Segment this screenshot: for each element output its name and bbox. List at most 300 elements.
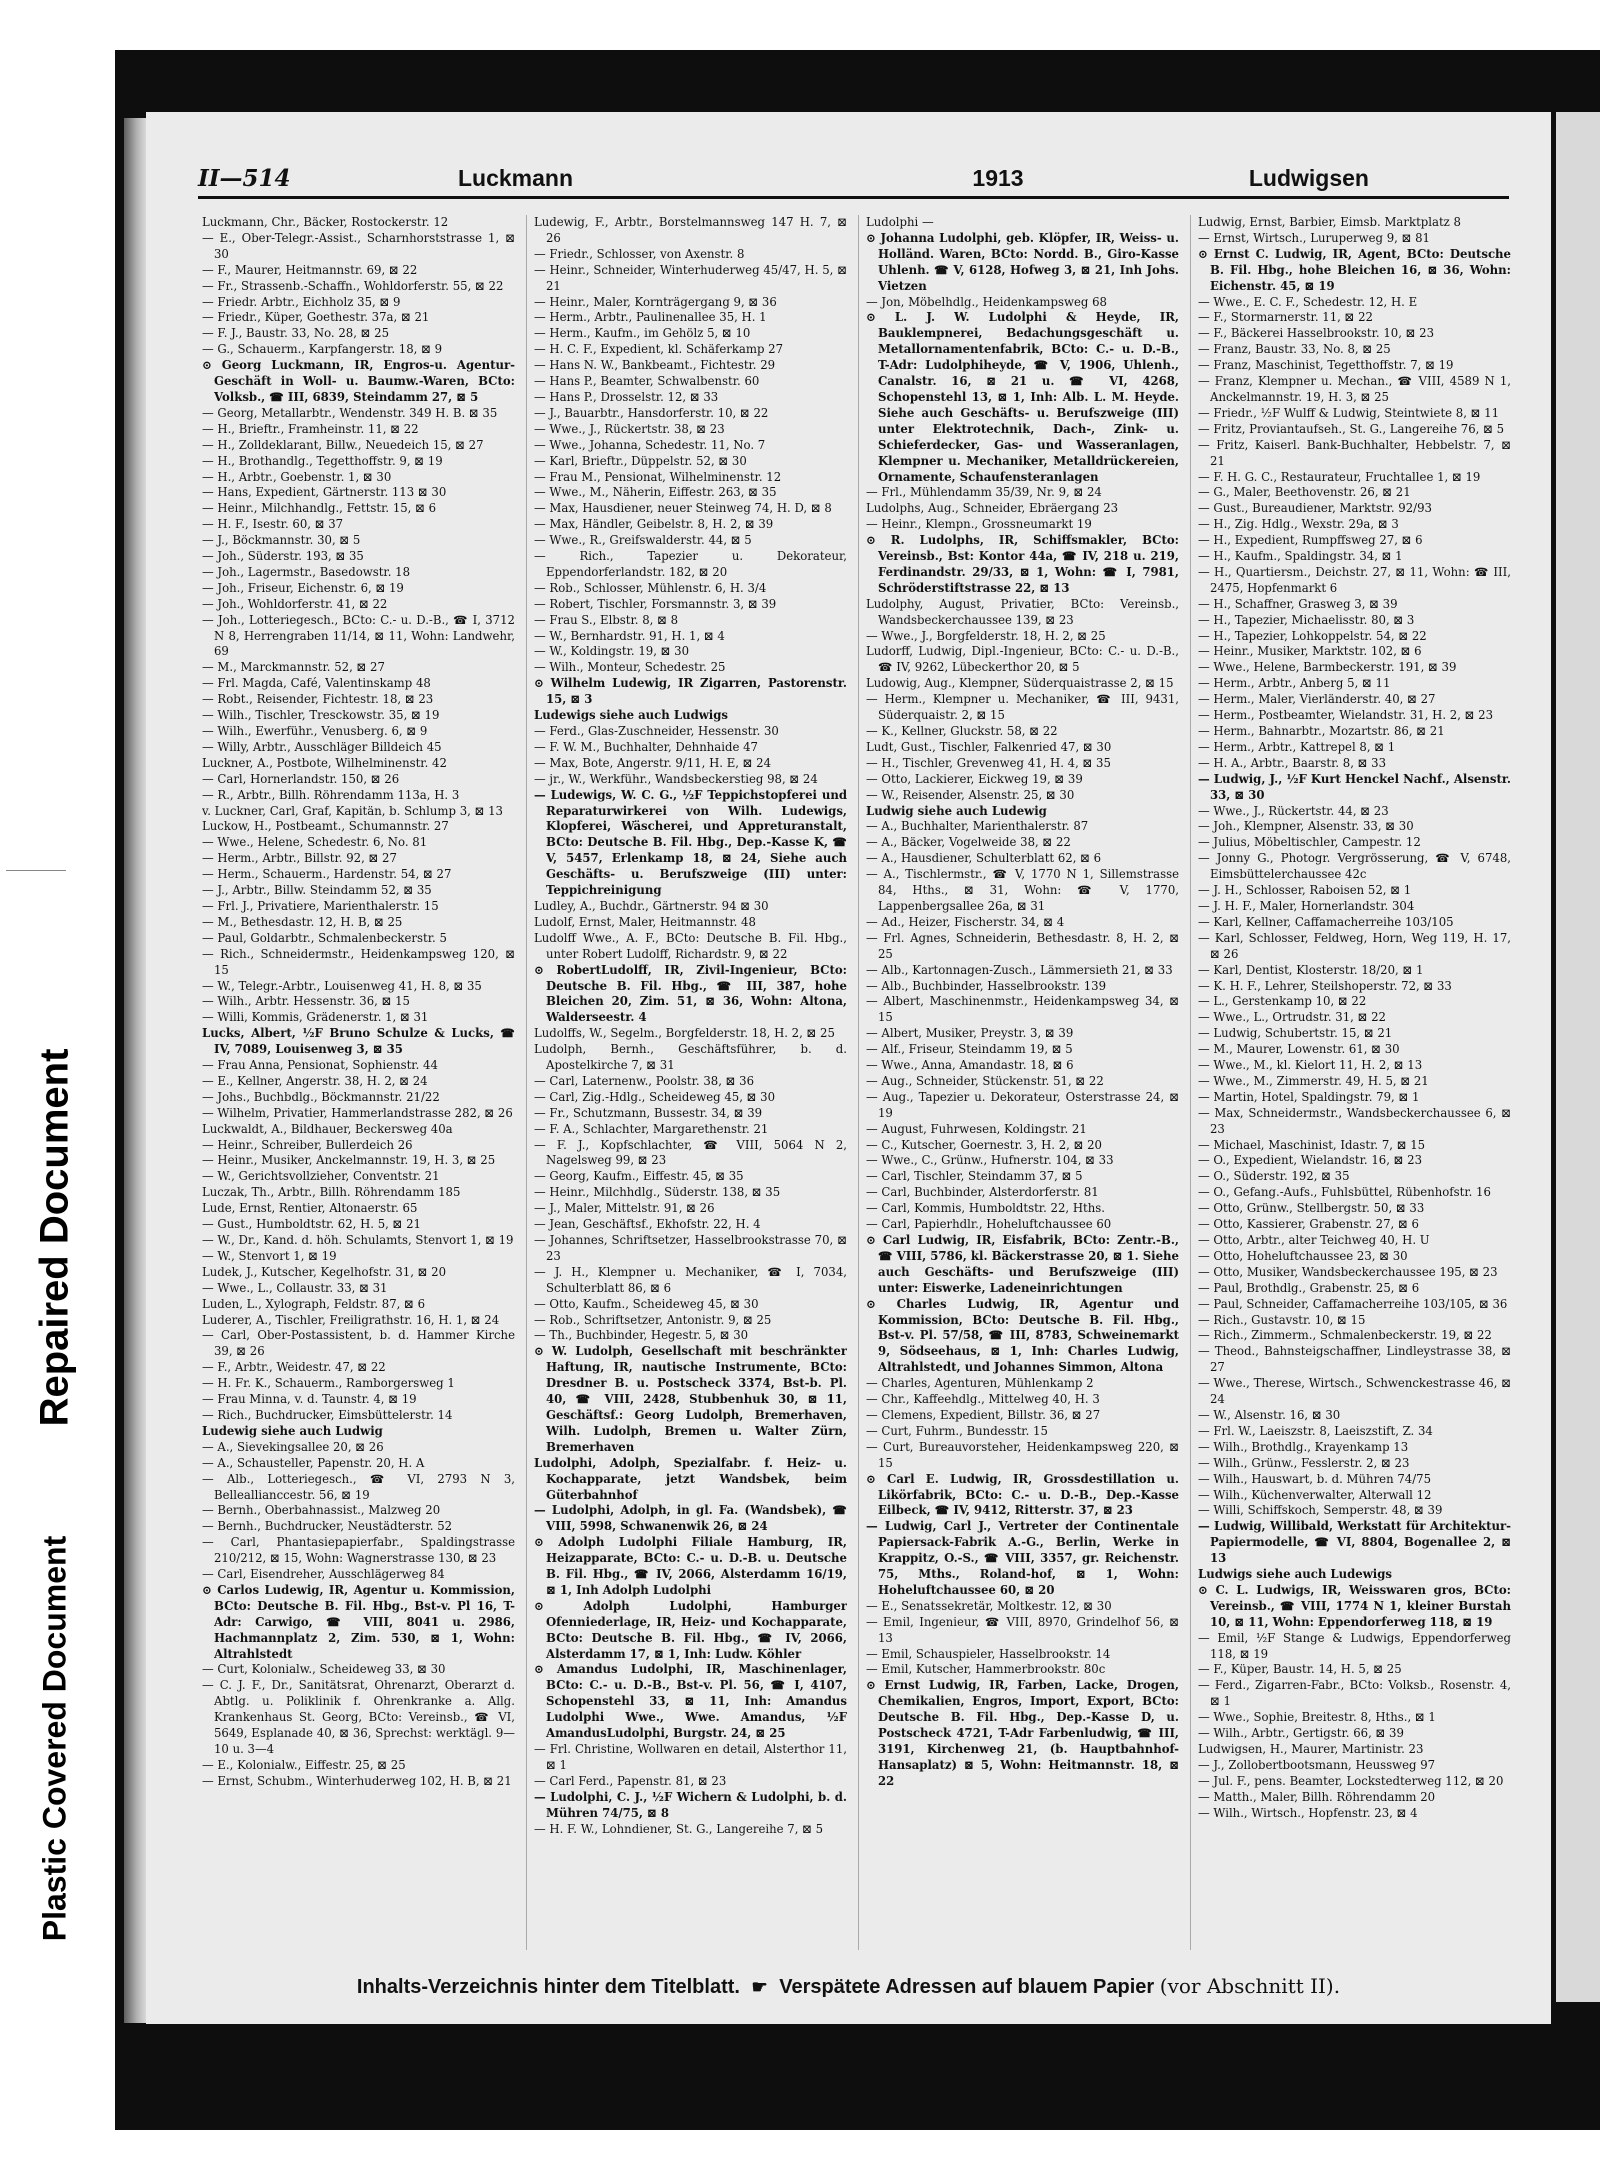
header-first-name: Luckmann	[458, 165, 574, 191]
directory-entry: — Karl, Dentist, Klosterstr. 18/20, ⊠ 1	[1198, 962, 1424, 977]
directory-entry: — M., Maurer, Lowenstr. 61, ⊠ 30	[1198, 1042, 1400, 1057]
plastic-covered-label: Plastic Covered Document	[36, 1535, 73, 1942]
directory-entry: — H. A., Arbtr., Baarstr. 8, ⊠ 33	[1198, 755, 1387, 770]
directory-entry: — Wwe., L., Ortrudstr. 31, ⊠ 22	[1198, 1010, 1386, 1025]
directory-entry: Ludwigsen, H., Maurer, Martinistr. 23	[1198, 1742, 1424, 1756]
header-last-name: Ludwigsen	[1248, 165, 1369, 191]
directory-entry: — Willi, Schiffskoch, Semperstr. 48, ⊠ 39	[1198, 1503, 1443, 1518]
directory-entry: — Carl, Kommis, Humboldtstr. 22, Hths.	[866, 1201, 1105, 1216]
directory-entry: — H. C. F., Expedient, kl. Schäferkamp 27	[534, 342, 784, 357]
directory-entry: — A., Buchhalter, Marienthalerstr. 87	[866, 819, 1089, 834]
directory-entry: — Frl. Magda, Café, Valentinskamp 48	[202, 676, 431, 691]
directory-entry: — Curt, Bureauvorsteher, Heidenkampsweg 220, ⊠ 15	[866, 1439, 1179, 1470]
directory-entry: — Rob., Schlosser, Mühlenstr. 6, H. 3/4	[534, 580, 767, 595]
directory-entry: — E., Ober-Telegr.-Assist., Scharnhorststrasse 1, ⊠ 30	[202, 230, 515, 261]
page-footer	[246, 1974, 1451, 1999]
directory-entry: — Friedr. Arbtr., Eichholz 35, ⊠ 9	[202, 294, 401, 309]
directory-entry: — Otto, Arbtr., alter Teichweg 40, H. U	[1198, 1233, 1430, 1247]
directory-entry: — Emil, Kutscher, Hammerbrookstr. 80c	[866, 1662, 1106, 1677]
directory-entry: — Herm., Arbtr., Anberg 5, ⊠ 11	[1198, 676, 1391, 691]
directory-entry: — E., Senatssekretär, Moltkestr. 12, ⊠ 30	[866, 1598, 1112, 1613]
directory-entry: — Rich., Schneidermstr., Heidenkampsweg 120, ⊠ 15	[202, 946, 515, 977]
directory-entry: — Alf., Friseur, Steindamm 19, ⊠ 5	[866, 1042, 1073, 1057]
directory-entry: — Friedr., Schlosser, von Axenstr. 8	[534, 246, 745, 261]
directory-entry: — Wwe., L., Collaustr. 33, ⊠ 31	[202, 1280, 388, 1295]
directory-entry: — Wilh., Monteur, Schedestr. 25	[534, 660, 726, 675]
directory-entry: — W., Telegr.-Arbtr., Louisenweg 41, H. 8, ⊠ 35	[202, 978, 482, 993]
directory-entry: — Emil, Ingenieur, ☎ VIII, 8970, Grindelhof 56, ⊠ 13	[866, 1614, 1179, 1645]
directory-entry: — Ludolphi, C. J., ½F Wichern & Ludolphi, b. d. Mühren 74/75, ⊠ 8	[534, 1789, 847, 1820]
directory-entry: — H. Fr. K., Schauerm., Ramborgersweg 1	[202, 1376, 455, 1391]
column-3	[858, 215, 1179, 1950]
directory-entry: — Clemens, Expedient, Billstr. 36, ⊠ 27	[866, 1407, 1101, 1422]
directory-entry: Ludewig, F., Arbtr., Borstelmannsweg 147 H. 7, ⊠ 26	[534, 215, 847, 245]
directory-entry: — Willy, Arbtr., Ausschläger Billdeich 45	[202, 739, 442, 754]
directory-entry: — Herm., Schauerm., Hardenstr. 54, ⊠ 27	[202, 867, 452, 882]
directory-entry: — Emil, Schauspieler, Hasselbrookstr. 14	[866, 1646, 1111, 1661]
directory-entry: — Ludolphi, Adolph, in gl. Fa. (Wandsbek), ☎ VIII, 5998, Schwanenwik 26, ⊠ 24	[534, 1503, 847, 1534]
directory-entry: — H., Brothandlg., Tegetthoffstr. 9, ⊠ 19	[202, 453, 443, 468]
directory-entry: Ludek, J., Kutscher, Kegelhofstr. 31, ⊠ 20	[202, 1264, 447, 1279]
directory-entry: Luden, L., Xylograph, Feldstr. 87, ⊠ 6	[202, 1296, 426, 1311]
directory-entry: — Hans P., Drosselstr. 12, ⊠ 33	[534, 389, 719, 404]
directory-entry: — Rob., Schriftsetzer, Antonistr. 9, ⊠ 25	[534, 1312, 772, 1327]
directory-entry: — F., Stormarnerstr. 11, ⊠ 22	[1198, 310, 1373, 325]
directory-entry: — Joh., Lotteriegesch., BCto: C.- u. D.-B., ☎ I, 3712 N 8, Herrengraben 11/14, ⊠ 11, Wohn: Landwehr, 69	[202, 612, 515, 659]
directory-entry: — Wwe., Therese, Wirtsch., Schwenckestrasse 46, ⊠ 24	[1198, 1376, 1511, 1407]
directory-entry: — Emil, ½F Stange & Ludwigs, Eppendorferweg 118, ⊠ 19	[1198, 1630, 1511, 1661]
directory-entry: Ludewigs siehe auch Ludwigs	[534, 708, 728, 723]
directory-entry: — L., Gerstenkamp 10, ⊠ 22	[1198, 994, 1367, 1009]
directory-entry: — C. J. F., Dr., Sanitätsrat, Ohrenarzt, Oberarzt d. Abtlg. u. Poliklinik f. Ohrenkranke a. Allg. Krankenhaus St. Georg, BCto: Vereinsb., ☎ VI, 5649, Esplanade 40, ⊠ 36, Sprechst: werktägl. 9—10 u. 3—4	[202, 1678, 515, 1756]
directory-entry: Luckow, H., Postbeamt., Schumannstr. 27	[202, 819, 449, 834]
directory-entry: — H., Tapezier, Michaelisstr. 80, ⊠ 3	[1198, 612, 1415, 627]
directory-entry: Luckner, A., Postbote, Wilhelminenstr. 42	[202, 755, 447, 770]
directory-entry: — W., Bernhardstr. 91, H. 1, ⊠ 4	[534, 628, 725, 643]
directory-entry: — Wwe., Helene, Barmbeckerstr. 191, ⊠ 39	[1198, 660, 1457, 675]
directory-entry: — Max, Schneidermstr., Wandsbeckerchaussee 6, ⊠ 23	[1198, 1105, 1511, 1136]
directory-entry: v. Luckner, Carl, Graf, Kapitän, b. Schlump 3, ⊠ 13	[202, 803, 503, 818]
directory-entry: ⊙ W. Ludolph, Gesellschaft mit beschränkter Haftung, IR, nautische Instrumente, BCto: Dresdner B. u. Postscheck 3374, Bst-b. Pl. 40, ☎ VIII, 2428, Stubbenhuk 30, ⊠ 11, Geschäftsf.: Georg Ludolph, Bremerhaven, Wilh. Ludolph, Bremen u. Walter Zürn, Bremerhaven	[534, 1344, 847, 1454]
directory-entry: — Johs., Buchbdlg., Böckmannstr. 21/22	[202, 1089, 440, 1104]
directory-entry: — Wwe., J., Rückertstr. 44, ⊠ 23	[1198, 803, 1389, 818]
directory-entry: — Wilhelm, Privatier, Hammerlandstrasse 282, ⊠ 26	[202, 1105, 513, 1120]
directory-entry: — Heinr., Schneider, Winterhuderweg 45/47, H. 5, ⊠ 21	[534, 262, 847, 293]
directory-entry: — Otto, Musiker, Wandsbeckerchaussee 195, ⊠ 23	[1198, 1264, 1498, 1279]
column-4	[1190, 215, 1511, 1950]
directory-entry: — H., Brieftr., Framheinstr. 11, ⊠ 22	[202, 421, 419, 436]
directory-entry: — F. J., Kopfschlachter, ☎ VIII, 5064 N 2, Nagelsweg 99, ⊠ 23	[534, 1137, 847, 1168]
directory-entry: Luckwaldt, A., Bildhauer, Beckersweg 40a	[202, 1121, 453, 1136]
directory-entry: — Franz, Klempner u. Mechan., ☎ VIII, 4589 N 1, Anckelmannstr. 19, H. 3, ⊠ 25	[1198, 374, 1511, 404]
directory-entry: — Wilh., Tischler, Tresckowstr. 35, ⊠ 19	[202, 708, 440, 723]
directory-entry: Ludt, Gust., Tischler, Falkenried 47, ⊠ 30	[866, 739, 1112, 754]
directory-entry: ⊙ Carlos Ludewig, IR, Agentur u. Kommission, BCto: Deutsche B. Fil. Hbg., Bst-v. Pl 16, T-Adr: Carwigo, ☎ VIII, 8041 u. 2986, Hachmannplatz 2, Zim. 530, ⊠ 1, Wohn: Altrahlstedt	[202, 1582, 515, 1661]
directory-entry: — O., Süderstr. 192, ⊠ 35	[1198, 1169, 1350, 1184]
directory-entry: ⊙ Adolph Ludolphi, Hamburger Ofenniederlage, IR, Heiz- und Kochapparate, BCto: Deutsche B. Fil. Hbg., ☎ IV, 2066, Alsterdamm 17, ⊠ 1, Inh: Ludw. Köhler	[534, 1598, 847, 1661]
directory-entry: — J., Maler, Mittelstr. 91, ⊠ 26	[534, 1201, 715, 1216]
directory-entry: — Frl. J., Privatiere, Marienthalerstr. 15	[202, 898, 439, 913]
directory-entry: — W., Koldingstr. 19, ⊠ 30	[534, 644, 690, 659]
directory-entry: — Frau M., Pensionat, Wilhelminenstr. 12	[534, 469, 782, 484]
directory-entry: — Aug., Schneider, Stückenstr. 51, ⊠ 22	[866, 1073, 1104, 1088]
directory-entry: — F., Arbtr., Weidestr. 47, ⊠ 22	[202, 1360, 386, 1375]
directory-entry: — Carl Ferd., Papenstr. 81, ⊠ 23	[534, 1773, 727, 1788]
directory-entry: — Ludwig, Willibald, Werkstatt für Architektur-Papiermodelle, ☎ VI, 8804, Bogenallee 2, ⊠ 13	[1198, 1519, 1511, 1566]
directory-entry: — H., Quartiersm., Deichstr. 27, ⊠ 11, Wohn: ☎ III, 2475, Hopfenmarkt 6	[1198, 564, 1511, 595]
directory-entry: — Ludwig, J., ½F Kurt Henckel Nachf., Alsenstr. 33, ⊠ 30	[1198, 771, 1511, 802]
directory-entry: — Carl, Zig.-Hdlg., Scheideweg 45, ⊠ 30	[534, 1089, 776, 1104]
directory-entry: — Heinr., Maler, Kornträgergang 9, ⊠ 36	[534, 294, 777, 309]
directory-entry: — Wilh., Grünw., Fesslerstr. 2, ⊠ 23	[1198, 1455, 1410, 1470]
directory-entry: — Bernh., Buchdrucker, Neustädterstr. 52	[202, 1519, 453, 1534]
directory-entry: — O., Expedient, Wielandstr. 16, ⊠ 23	[1198, 1153, 1423, 1168]
directory-entry: — A., Sievekingsallee 20, ⊠ 26	[202, 1439, 384, 1454]
directory-entry: ⊙ R. Ludolphs, IR, Schiffsmakler, BCto: Vereinsb., Bst: Kontor 44a, ☎ IV, 218 u. 219, Ferdinandstr. 29/33, ⊠ 1, Wohn: ☎ I, 7981, Schröderstiftstrasse 22, ⊠ 13	[866, 533, 1179, 595]
directory-entry: Ludolff Wwe., A. F., BCto: Deutsche B. Fil. Hbg., unter Robert Ludolff, Richardstr. 9, ⊠ 22	[534, 930, 847, 961]
directory-entry: — Carl, Phantasiepapierfabr., Spaldingstrasse 210/212, ⊠ 15, Wohn: Wagnerstrasse 130, ⊠ 23	[202, 1535, 515, 1566]
column-2	[526, 215, 847, 1950]
directory-entry: — Carl, Papierhdlr., Hoheluftchaussee 60	[866, 1217, 1112, 1232]
directory-entry: — Wwe., Johanna, Schedestr. 11, No. 7	[534, 437, 766, 452]
directory-entry: — Georg, Metallarbtr., Wendenstr. 349 H. B. ⊠ 35	[202, 405, 498, 420]
directory-entry: Ludwig siehe auch Ludewig	[866, 803, 1047, 818]
directory-entry: — M., Bethesdastr. 12, H. B, ⊠ 25	[202, 914, 403, 929]
directory-entry: — Herm., Maler, Vierländerstr. 40, ⊠ 27	[1198, 692, 1436, 707]
directory-entry: — Herm., Arbtr., Paulinenallee 35, H. 1	[534, 310, 767, 325]
directory-entry: — Frau S., Elbstr. 8, ⊠ 8	[534, 612, 679, 627]
directory-entry: — Herm., Kaufm., im Gehölz 5, ⊠ 10	[534, 326, 751, 341]
directory-entry: — A., Bäcker, Vogelweide 38, ⊠ 22	[866, 835, 1071, 850]
directory-entry: ⊙ Wilhelm Ludewig, IR Zigarren, Pastorenstr. 15, ⊠ 3	[534, 676, 847, 707]
directory-entry: — Joh., Klempner, Alsenstr. 33, ⊠ 30	[1198, 819, 1414, 834]
directory-entry: — J. H., Klempner u. Mechaniker, ☎ I, 7034, Schulterblatt 86, ⊠ 6	[534, 1264, 847, 1295]
directory-entry: — F., Küper, Baustr. 14, H. 5, ⊠ 25	[1198, 1662, 1402, 1677]
directory-entry: — Hans P., Beamter, Schwalbenstr. 60	[534, 374, 760, 389]
directory-entry: — Frau Minna, v. d. Taunstr. 4, ⊠ 19	[202, 1392, 417, 1407]
directory-entry: Lude, Ernst, Rentier, Altonaerstr. 65	[202, 1201, 418, 1216]
directory-entry: — W., Stenvort 1, ⊠ 19	[202, 1248, 337, 1263]
directory-entry: ⊙ Adolph Ludolphi Filiale Hamburg, IR, Heizapparate, BCto: C.- u. D.-B. u. Deutsche B. Fil. Hbg., ☎ IV, 2066, Alsterdamm 16/19, ⊠ 1, Inh Adolph Ludolphi	[534, 1535, 847, 1597]
directory-entry: — Rich., Zimmerm., Schmalenbeckerstr. 19, ⊠ 22	[1198, 1328, 1492, 1343]
directory-entry: — E., Kolonialw., Eiffestr. 25, ⊠ 25	[202, 1757, 406, 1772]
directory-entry: ⊙ Amandus Ludolphi, IR, Maschinenlager, BCto: C.- u. D.-B., Bst-v. Pl. 56, ☎ I, 4107, Schopenstehl 33, ⊠ 11, Inh: Amandus Ludolphi Wwe., Wwe. Amandus, ½F AmandusLudolphi, Burgstr. 24, ⊠ 25	[534, 1662, 847, 1741]
directory-entry: ⊙ Georg Luckmann, IR, Engros-u. Agentur-Geschäft in Woll- u. Baumw.-Waren, BCto: Volksb., ☎ III, 6839, Steindamm 27, ⊠ 5	[202, 358, 515, 404]
directory-entry: — Wilh., Küchenverwalter, Alterwall 12	[1198, 1487, 1432, 1502]
directory-entry: — Karl, Brieftr., Düppelstr. 52, ⊠ 30	[534, 453, 747, 468]
directory-entry: — K. H. F., Lehrer, Steilshoperstr. 72, ⊠ 33	[1198, 978, 1452, 993]
directory-entry: ⊙ Charles Ludwig, IR, Agentur und Kommission, BCto: Deutsche B. Fil. Hbg., Bst-v. Pl. 57/58, ☎ III, 8783, Schweinemarkt 9, Södseehaus, ⊠ 1, Inh: Charles Ludwig, Altrahlstedt, und Johannes Simmon, Altona	[866, 1296, 1179, 1375]
directory-entry: — Ferd., Zigarren-Fabr., BCto: Volksb., Rosenstr. 4, ⊠ 1	[1198, 1678, 1511, 1709]
directory-entry: — Robert, Tischler, Forsmannstr. 3, ⊠ 39	[534, 596, 777, 611]
directory-entry: — Wilh., Ewerführ., Venusberg. 6, ⊠ 9	[202, 724, 428, 738]
directory-entry: — Robt., Reisender, Fichtestr. 18, ⊠ 23	[202, 692, 434, 707]
directory-entry: — Th., Buchbinder, Hegestr. 5, ⊠ 30	[534, 1328, 749, 1343]
directory-entry: — J., Zollobertbootsmann, Heussweg 97	[1198, 1757, 1436, 1772]
directory-entry: Luczak, Th., Arbtr., Billh. Röhrendamm 185	[202, 1185, 461, 1200]
directory-entry: — Georg, Kaufm., Eiffestr. 45, ⊠ 35	[534, 1169, 744, 1184]
directory-entry: — Gust., Bureaudiener, Marktstr. 92/93	[1198, 501, 1432, 516]
directory-entry: — O., Gefang.-Aufs., Fuhlsbüttel, Rübenhofstr. 16	[1198, 1185, 1491, 1200]
directory-entry: — Carl, Eisendreher, Ausschlägerweg 84	[202, 1567, 445, 1582]
directory-entry: — F. W. M., Buchhalter, Dehnhaide 47	[534, 739, 758, 754]
directory-entry: — J. H. F., Maler, Hornerlandstr. 304	[1198, 898, 1415, 913]
directory-entry: — Aug., Tapezier u. Dekorateur, Osterstrasse 24, ⊠ 19	[866, 1089, 1179, 1120]
directory-entry: — Frl., Mühlendamm 35/39, Nr. 9, ⊠ 24	[866, 485, 1102, 500]
directory-entry: ⊙ Ernst Ludwig, IR, Farben, Lacke, Drogen, Chemikalien, Engros, Import, Export, BCto: Deutsche B. Fil. Hbg., Dep.-Kasse D, u. Postscheck 4721, T-Adr Farbenludwig, ☎ III, 3191, Kirchenweg 21, (b. Hauptbahnhof-Hansaplatz) ⊠ 5, Wohn: Heitmannstr. 18, ⊠ 22	[866, 1678, 1179, 1788]
directory-entry: — Gust., Humboldtstr. 62, H. 5, ⊠ 21	[202, 1217, 421, 1232]
pointing-hand-icon: ☛	[751, 1977, 768, 1997]
directory-entry: — A., Tischlermstr., ☎ V, 1770 N 1, Sillemstrasse 84, Hths., ⊠ 31, Wohn: ☎ V, 1770, Lappenbergsallee 26a, ⊠ 31	[866, 867, 1179, 913]
directory-entry: — H., Tischler, Grevenweg 41, H. 4, ⊠ 35	[866, 755, 1111, 770]
directory-entry: Ludolphi —	[866, 215, 934, 229]
directory-entry: — Carl, Hornerlandstr. 150, ⊠ 26	[202, 771, 400, 786]
directory-entry: — A., Hausdiener, Schulterblatt 62, ⊠ 6	[866, 851, 1102, 866]
directory-entry: — Wwe., J., Borgfelderstr. 18, H. 2, ⊠ 25	[866, 628, 1106, 643]
directory-entry: — Alb., Kartonnagen-Zusch., Lämmersieth 21, ⊠ 33	[866, 962, 1173, 977]
directory-entry: — Heinr., Musiker, Anckelmannstr. 19, H. 3, ⊠ 25	[202, 1153, 496, 1168]
directory-entry: — Ludewigs, W. C. G., ½F Teppichstopferei und Reparaturwirkerei von Wilh. Ludewigs, Klopferei, Wäscherei, und Appreturanstalt, BCto: Deutsche B. Fil. Hbg., Dep.-Kasse K, ☎ V, 5457, Erlenkamp 18, ⊠ 24, Siehe auch Geschäfts- u. Berufszweige (III) unter: Teppichreinigung	[534, 787, 847, 898]
directory-entry: — H., Zolldeklarant, Billw., Neuedeich 15, ⊠ 27	[202, 437, 484, 452]
directory-entry: — Ernst, Schubm., Winterhuderweg 102, H. B, ⊠ 21	[202, 1773, 512, 1788]
directory-entry: — Franz, Baustr. 33, No. 8, ⊠ 25	[1198, 342, 1391, 357]
directory-entry: — Heinr., Milchhdlg., Süderstr. 138, ⊠ 35	[534, 1185, 781, 1200]
directory-entry: — Max, Bote, Angerstr. 9/11, H. E, ⊠ 24	[534, 755, 772, 770]
directory-entry: Luckmann, Chr., Bäcker, Rostockerstr. 12	[202, 215, 449, 229]
directory-entry: — Matth., Maler, Billh. Röhrendamm 20	[1198, 1789, 1436, 1804]
directory-entry: — Frl. W., Laeiszstr. 8, Laeiszstift, Z. 34	[1198, 1423, 1433, 1438]
directory-entry: — Otto, Hoheluftchaussee 23, ⊠ 30	[1198, 1248, 1408, 1263]
directory-page	[146, 112, 1551, 2024]
column-1	[202, 215, 515, 1950]
directory-entry: — G., Schauerm., Karpfangerstr. 18, ⊠ 9	[202, 342, 443, 357]
directory-entry: — Michael, Maschinist, Idastr. 7, ⊠ 15	[1198, 1137, 1426, 1152]
directory-entry: — Martin, Hotel, Spaldingstr. 79, ⊠ 1	[1198, 1089, 1420, 1104]
directory-entry: Ludowig, Aug., Klempner, Süderquaistrasse 2, ⊠ 15	[866, 676, 1174, 691]
adjacent-page-edge	[1556, 112, 1600, 2002]
directory-entry: Ludolf, Ernst, Maler, Heitmannstr. 48	[534, 914, 756, 929]
directory-entry: — Herm., Arbtr., Kattrepel 8, ⊠ 1	[1198, 739, 1396, 754]
directory-entry: — Albert, Musiker, Preystr. 3, ⊠ 39	[866, 1026, 1074, 1041]
directory-entry: — Wwe., J., Rückertstr. 38, ⊠ 23	[534, 421, 725, 436]
directory-entry: — W., Alsenstr. 16, ⊠ 30	[1198, 1407, 1341, 1422]
directory-entry: — Paul, Goldarbtr., Schmalenbeckerstr. 5	[202, 930, 447, 945]
directory-entry: ⊙ L. J. W. Ludolphi & Heyde, IR, Bauklempnerei, Bedachungsgeschäft u. Metallornamentenfabrik, BCto: C.- u. D.-B., T-Adr: Ludolphiheyde, ☎ V, 1906, Uhlenh., Canalstr. 16, ⊠ 21 u. ☎ VI, 4268, Schopenstehl 13, ⊠ 1, Inh: Alb. L. M. Heyde. Siehe auch Geschäfts- u. Berufszweige (III) unter Elektrotechnik, Dach-, Zink- u. Schieferdecker, Gas- und Wasseranlagen, Klempner u. Mechaniker, Metalldrückereien, Ornamente, Schaufensteranlagen	[866, 310, 1179, 484]
directory-entry: — Wilh., Arbtr., Gertigstr. 66, ⊠ 39	[1198, 1726, 1404, 1741]
directory-entry: — Alb., Lotteriegesch., ☎ VI, 2793 N 3, Belleallianccestr. 56, ⊠ 19	[202, 1471, 515, 1502]
directory-entry: — H. F. W., Lohndiener, St. G., Langereihe 7, ⊠ 5	[534, 1821, 824, 1836]
directory-entry: — Herm., Klempner u. Mechaniker, ☎ III, 9431, Süderquaistr. 2, ⊠ 15	[866, 692, 1179, 723]
directory-entry: — Karl, Kellner, Caffamacherreihe 103/105	[1198, 914, 1454, 929]
directory-entry: — Wwe., Anna, Amandastr. 18, ⊠ 6	[866, 1058, 1074, 1073]
directory-entry: — Joh., Süderstr. 193, ⊠ 35	[202, 549, 364, 564]
directory-entry: — E., Kellner, Angerstr. 38, H. 2, ⊠ 24	[202, 1073, 428, 1088]
directory-entry: Ludwigs siehe auch Ludewigs	[1198, 1567, 1392, 1582]
directory-entry: Ludley, A., Buchdr., Gärtnerstr. 94 ⊠ 30	[534, 898, 769, 913]
directory-entry: — Otto, Kassierer, Grabenstr. 27, ⊠ 6	[1198, 1217, 1419, 1232]
directory-entry: — Heinr., Klempn., Grossneumarkt 19	[866, 517, 1092, 532]
footer-index-note: Inhalts-Verzeichnis hinter dem Titelblatt.	[356, 1976, 740, 1998]
directory-entry: ⊙ C. L. Ludwigs, IR, Weisswaren gros, BCto: Vereinsb., ☎ VIII, 1774 N 1, kleiner Burstah 10, ⊠ 11, Wohn: Eppendorferweg 118, ⊠ 19	[1198, 1582, 1511, 1629]
directory-entry: Ludorff, Ludwig, Dipl.-Ingenieur, BCto: C.- u. D.-B., ☎ IV, 9262, Lübeckerthor 20, ⊠ 5	[866, 644, 1179, 675]
directory-entry: — Jon, Möbelhdlg., Heidenkampsweg 68	[866, 294, 1107, 309]
directory-entry: ⊙ Carl Ludwig, IR, Eisfabrik, BCto: Zentr.-B., ☎ VIII, 5786, kl. Bäckerstrasse 20, ⊠ 1. Siehe auch Geschäfts- und Berufszweige (III) unter: Eiswerke, Ladeneinrichtungen	[866, 1233, 1179, 1295]
directory-entry: — Johannes, Schriftsetzer, Hasselbrookstrasse 70, ⊠ 23	[534, 1233, 847, 1263]
directory-entry: — Wwe., R., Greifswalderstr. 44, ⊠ 5	[534, 533, 752, 548]
directory-entry: — Wwe., M., kl. Kielort 11, H. 2, ⊠ 13	[1198, 1058, 1423, 1073]
directory-entry: — Fr., Strassenb.-Schaffn., Wohldorferstr. 55, ⊠ 22	[202, 278, 504, 293]
directory-entry: — Wwe., E. C. F., Schedestr. 12, H. E	[1198, 294, 1418, 309]
directory-entry: — Wilh., Brothdlg., Krayenkamp 13	[1198, 1439, 1409, 1454]
directory-entry: — Frl. Agnes, Schneiderin, Bethesdastr. 8, H. 2, ⊠ 25	[866, 930, 1179, 961]
directory-entry: — H., Expedient, Rumpffsweg 27, ⊠ 6	[1198, 533, 1423, 548]
directory-entry: ⊙ Ernst C. Ludwig, IR, Agent, BCto: Deutsche B. Fil. Hbg., hohe Bleichen 16, ⊠ 36, Wohn: Eichenstr. 45, ⊠ 19	[1198, 246, 1511, 293]
directory-entry: — Ad., Heizer, Fischerstr. 34, ⊠ 4	[866, 914, 1065, 929]
directory-entry: — W., Reisender, Alsenstr. 25, ⊠ 30	[866, 787, 1075, 802]
directory-entry: — Hans, Expedient, Gärtnerstr. 113 ⊠ 30	[202, 485, 447, 500]
directory-entry: — Carl, Tischler, Steindamm 37, ⊠ 5	[866, 1169, 1083, 1184]
directory-entry: — Wwe., M., Zimmerstr. 49, H. 5, ⊠ 21	[1198, 1073, 1429, 1088]
book-spine	[124, 118, 146, 2023]
directory-entry: — F. A., Schlachter, Margarethenstr. 21	[534, 1121, 769, 1136]
directory-entry: — Jul. F., pens. Beamter, Lockstedterweg 112, ⊠ 20	[1198, 1773, 1504, 1788]
directory-entry: — Frl. Christine, Wollwaren en detail, Alsterthor 11, ⊠ 1	[534, 1742, 847, 1772]
directory-entry: — F., Maurer, Heitmannstr. 69, ⊠ 22	[202, 262, 418, 277]
directory-entry: Ludewig siehe auch Ludwig	[202, 1423, 383, 1438]
directory-entry: Ludolphs, Aug., Schneider, Ebräergang 23	[866, 501, 1119, 516]
directory-entry: — H., Arbtr., Goebenstr. 1, ⊠ 30	[202, 469, 392, 484]
directory-entry: — Wilh., Hauswart, b. d. Mühren 74/75	[1198, 1471, 1432, 1486]
directory-entry: — W., Gerichtsvollzieher, Conventstr. 21	[202, 1169, 440, 1184]
directory-entry: — Friedr., Küper, Goethestr. 37a, ⊠ 21	[202, 310, 430, 325]
directory-entry: — Fr., Schutzmann, Bussestr. 34, ⊠ 39	[534, 1105, 763, 1120]
directory-entry: — Willi, Kommis, Grädenerstr. 1, ⊠ 31	[202, 1010, 429, 1025]
directory-entry: — Frau Anna, Pensionat, Sophienstr. 44	[202, 1058, 438, 1073]
directory-entry: — Jean, Geschäftsf., Ekhofstr. 22, H. 4	[534, 1217, 761, 1232]
footer-section-note: (vor Abschnitt II).	[1159, 1974, 1341, 1998]
directory-entry: — Ferd., Glas-Zuschneider, Hessenstr. 30	[534, 724, 779, 738]
directory-entry: — H., Zig. Hdlg., Wexstr. 29a, ⊠ 3	[1198, 517, 1399, 532]
directory-entry: — Franz, Maschinist, Tegetthoffstr. 7, ⊠ 19	[1198, 358, 1454, 373]
directory-entry: — Carl, Laternenw., Poolstr. 38, ⊠ 36	[534, 1073, 755, 1088]
directory-entry: — J., Arbtr., Billw. Steindamm 52, ⊠ 35	[202, 883, 432, 898]
directory-entry: — Wilh., Arbtr. Hessenstr. 36, ⊠ 15	[202, 994, 410, 1009]
directory-entry: — Joh., Friseur, Eichenstr. 6, ⊠ 19	[202, 580, 404, 595]
directory-entry: — G., Maler, Beethovenstr. 26, ⊠ 21	[1198, 485, 1411, 500]
directory-entry: — Wwe., C., Grünw., Hufnerstr. 104, ⊠ 33	[866, 1153, 1114, 1168]
directory-entry: — Heinr., Milchhandlg., Fettstr. 15, ⊠ 6	[202, 501, 437, 516]
directory-entry: — F. J., Baustr. 33, No. 28, ⊠ 25	[202, 326, 390, 341]
directory-entry: — Heinr., Musiker, Marktstr. 102, ⊠ 6	[1198, 644, 1422, 659]
stamp-divider	[6, 870, 66, 871]
directory-entry: — M., Marckmannstr. 52, ⊠ 27	[202, 660, 385, 675]
directory-entry: — Carl, Buchbinder, Alsterdorferstr. 81	[866, 1185, 1099, 1200]
directory-entry: — Wilh., Wirtsch., Hopfenstr. 23, ⊠ 4	[1198, 1805, 1418, 1820]
directory-entry: — Otto, Lackierer, Eickweg 19, ⊠ 39	[866, 771, 1083, 786]
footer-late-addresses: Verspätete Adressen auf blauem Papier	[779, 1976, 1155, 1998]
directory-entry: Ludolffs, W., Segelm., Borgfelderstr. 18, H. 2, ⊠ 25	[534, 1026, 835, 1041]
directory-entry: Ludwig, Ernst, Barbier, Eimsb. Marktplatz 8	[1198, 215, 1461, 229]
directory-entry: — Heinr., Schreiber, Bullerdeich 26	[202, 1137, 413, 1152]
directory-entry: — Otto, Grünw., Stellbergstr. 50, ⊠ 33	[1198, 1201, 1425, 1216]
directory-entry: — Paul, Brothdlg., Grabenstr. 25, ⊠ 6	[1198, 1280, 1420, 1295]
directory-entry: ⊙ RobertLudolff, IR, Zivil-Ingenieur, BCto: Deutsche B. Fil. Hbg., ☎ III, 387, hohe Bleichen 20, Zim. 51, ⊠ 36, Wohn: Altona, Walderseestr. 4	[534, 962, 847, 1025]
directory-entry: — Herm., Bahnarbtr., Mozartstr. 86, ⊠ 21	[1198, 724, 1445, 738]
directory-entry: — H. F., Isestr. 60, ⊠ 37	[202, 517, 344, 532]
entry-columns	[202, 215, 1511, 1950]
directory-entry: — Joh., Lagermstr., Basedowstr. 18	[202, 564, 411, 579]
directory-entry: — Wwe., Helene, Schedestr. 6, No. 81	[202, 835, 428, 850]
directory-entry: — Max, Händler, Geibelstr. 8, H. 2, ⊠ 39	[534, 517, 774, 532]
directory-entry: — Joh., Wohldorferstr. 41, ⊠ 22	[202, 596, 388, 611]
directory-entry: — Curt, Kolonialw., Scheideweg 33, ⊠ 30	[202, 1662, 446, 1677]
directory-entry: — Fritz, Kaiserl. Bank-Buchhalter, Hebbelstr. 7, ⊠ 21	[1198, 437, 1511, 468]
directory-entry: Ludolphy, August, Privatier, BCto: Vereinsb., Wandsbeckerchaussee 139, ⊠ 23	[866, 596, 1179, 627]
directory-entry: — Herm., Postbeamter, Wielandstr. 31, H. 2, ⊠ 23	[1198, 708, 1494, 723]
directory-entry: — jr., W., Werkführ., Wandsbeckerstieg 98, ⊠ 24	[534, 771, 818, 786]
directory-entry: — Bernh., Oberbahnassist., Malzweg 20	[202, 1503, 441, 1518]
directory-entry: — H., Schaffner, Grasweg 3, ⊠ 39	[1198, 596, 1398, 611]
directory-entry: — Wwe., M., Näherin, Eiffestr. 263, ⊠ 35	[534, 485, 777, 500]
directory-entry: — Herm., Arbtr., Billstr. 92, ⊠ 27	[202, 851, 397, 866]
directory-entry: Ludolph, Bernh., Geschäftsführer, b. d. Apostelkirche 7, ⊠ 31	[534, 1042, 847, 1073]
directory-entry: — J. H., Schlosser, Raboisen 52, ⊠ 1	[1198, 883, 1412, 898]
page-number: II—514	[198, 165, 291, 192]
archive-side-stamp	[0, 0, 110, 2177]
directory-entry: — Jonny G., Photogr. Vergrösserung, ☎ V, 6748, Eimsbüttelerchaussee 42c	[1198, 851, 1511, 882]
directory-entry: — Julius, Möbeltischler, Campestr. 12	[1198, 835, 1421, 850]
directory-entry: — August, Fuhrwesen, Koldingstr. 21	[866, 1121, 1087, 1136]
page-header	[198, 156, 1509, 199]
directory-entry: — Chr., Kaffeehdlg., Mittelweg 40, H. 3	[866, 1392, 1100, 1407]
directory-entry: — Curt, Fuhrm., Bundesstr. 15	[866, 1423, 1048, 1438]
directory-entry: ⊙ Carl E. Ludwig, IR, Grossdestillation u. Likörfabrik, BCto: C.- u. D.-B., Dep.-Kasse Eilbeck, ☎ IV, 9412, Ritterstr. 37, ⊠ 23	[866, 1471, 1179, 1518]
directory-entry: — R., Arbtr., Billh. Röhrendamm 113a, H. 3	[202, 787, 460, 802]
directory-entry: — F., Bäckerei Hasselbrookstr. 10, ⊠ 23	[1198, 326, 1435, 341]
directory-entry: — W., Dr., Kand. d. höh. Schulamts, Stenvort 1, ⊠ 19	[202, 1233, 514, 1247]
directory-entry: — Karl, Schlosser, Feldweg, Horn, Weg 119, H. 17, ⊠ 26	[1198, 930, 1511, 961]
directory-entry: Luderer, A., Tischler, Freiligrathstr. 16, H. 1, ⊠ 24	[202, 1312, 500, 1327]
directory-entry: — Friedr., ½F Wulff & Ludwig, Steintwiete 8, ⊠ 11	[1198, 405, 1500, 420]
repaired-document-label: Repaired Document	[32, 1048, 77, 1427]
directory-entry: — Paul, Schneider, Caffamacherreihe 103/105, ⊠ 36	[1198, 1296, 1508, 1311]
directory-entry: — Ludwig, Schubertstr. 15, ⊠ 21	[1198, 1026, 1393, 1041]
directory-entry: — Max, Hausdiener, neuer Steinweg 74, H. D, ⊠ 8	[534, 501, 832, 516]
directory-entry: — Fritz, Proviantaufseh., St. G., Langereihe 76, ⊠ 5	[1198, 421, 1505, 436]
directory-entry: Lucks, Albert, ½F Bruno Schulze & Lucks, ☎ IV, 7089, Louisenweg 3, ⊠ 35	[202, 1026, 515, 1057]
directory-entry: — Rich., Gustavstr. 10, ⊠ 15	[1198, 1312, 1366, 1327]
directory-entry: — J., Bauarbtr., Hansdorferstr. 10, ⊠ 22	[534, 405, 769, 420]
directory-entry: — Rich., Buchdrucker, Eimsbüttelerstr. 14	[202, 1407, 453, 1422]
directory-entry: Ludolphi, Adolph, Spezialfabr. f. Heiz- u. Kochapparate, jetzt Wandsbek, beim Güterbahnhof	[534, 1455, 847, 1502]
directory-entry: — Wwe., Sophie, Breitestr. 8, Hths., ⊠ 1	[1198, 1710, 1436, 1725]
directory-entry: — Theod., Bahnsteigschaffner, Lindleystrasse 38, ⊠ 27	[1198, 1344, 1511, 1375]
directory-entry: — Charles, Agenturen, Mühlenkamp 2	[866, 1376, 1094, 1391]
directory-entry: — F. H. G. C., Restaurateur, Fruchtallee 1, ⊠ 19	[1198, 469, 1481, 484]
directory-entry: — Otto, Kaufm., Scheideweg 45, ⊠ 30	[534, 1296, 759, 1311]
directory-entry: — Hans N. W., Bankbeamt., Fichtestr. 29	[534, 358, 776, 373]
directory-entry: — Ludwig, Carl J., Vertreter der Continentale Papiersack-Fabrik A.-G., Berlin, Werke in Krappitz, O.-S., ☎ VIII, 3357, gr. Reichenstr. 75, Mths., Roland-hof, ⊠ 1, Wohn: Hoheluftchaussee 60, ⊠ 20	[866, 1519, 1179, 1597]
directory-entry: — A., Schausteller, Papenstr. 20, H. A	[202, 1455, 425, 1470]
directory-entry: — Carl, Ober-Postassistent, b. d. Hammer Kirche 39, ⊠ 26	[202, 1328, 515, 1359]
directory-entry: — C., Kutscher, Goernestr. 3, H. 2, ⊠ 20	[866, 1137, 1102, 1152]
directory-entry: — Alb., Buchbinder, Hasselbrookstr. 139	[866, 978, 1107, 993]
directory-entry: — H., Tapezier, Lohkoppelstr. 54, ⊠ 22	[1198, 628, 1427, 643]
directory-entry: — J., Böckmannstr. 30, ⊠ 5	[202, 533, 361, 548]
directory-entry: ⊙ Johanna Ludolphi, geb. Klöpfer, IR, Weiss- u. Holländ. Waren, BCto: Nordd. B., Giro-Kasse Uhlenh. ☎ V, 6128, Hofweg 3, ⊠ 21, Inh Johs. Vietzen	[866, 230, 1179, 293]
header-year: 1913	[972, 165, 1024, 191]
directory-entry: — Rich., Tapezier u. Dekorateur, Eppendorferlandstr. 182, ⊠ 20	[534, 549, 847, 579]
